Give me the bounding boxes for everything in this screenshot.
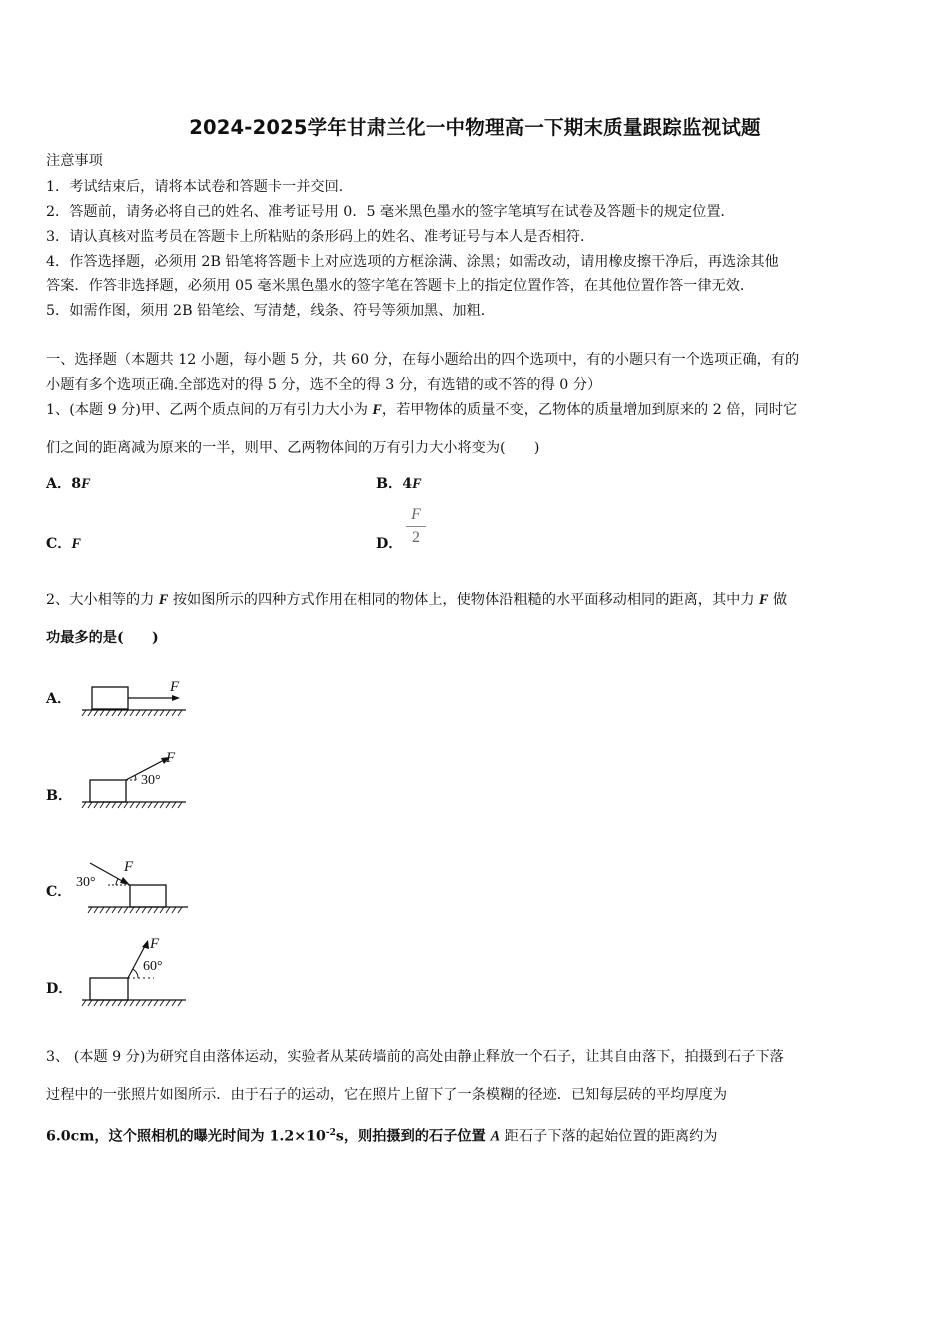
- force-label-b: F: [166, 750, 176, 766]
- q1-option-a[interactable]: A．8F: [46, 476, 91, 492]
- q1-stem-line2: 们之间的距离减为原来的一半，则甲、乙两物体间的万有引力大小将变为( ): [46, 440, 540, 456]
- q1-option-b[interactable]: B．4F: [376, 476, 422, 492]
- force-label-d: F: [150, 936, 160, 952]
- notice-item: 2．答题前，请务必将自己的姓名、准考证号用 0．5 毫米黑色墨水的签字笔填写在试卷及答题卡的规定位置．: [46, 204, 735, 220]
- q3-stem-line2: 过程中的一张照片如图所示．由于石子的运动，它在照片上留下了一条模糊的径迹．已知每层砖的平均厚度为: [46, 1087, 728, 1103]
- section-instructions-cont: 小题有多个选项正确.全部选对的得 5 分，选不全的得 3 分，有选错的或不答的得 0 分）: [46, 377, 602, 393]
- notice-heading: 注意事项: [46, 153, 103, 169]
- q1-option-d-fraction: F 2: [405, 505, 427, 548]
- q2-option-d[interactable]: D．: [46, 981, 73, 997]
- notice-item: 5．如需作图，须用 2B 铅笔绘、写清楚，线条、符号等须加黑、加粗．: [46, 303, 495, 319]
- q2-stem-line2: 功最多的是( ): [46, 630, 159, 646]
- page-title: 2024-2025学年甘肃兰化一中物理高一下期末质量跟踪监视试题: [189, 116, 761, 139]
- q2-figure-c: [76, 855, 191, 917]
- section-instructions: 一、选择题（本题共 12 小题，每小题 5 分，共 60 分，在每小题给出的四个选项中，有的小题只有一个选项正确，有的: [46, 352, 800, 368]
- q1-option-c[interactable]: C．F: [46, 536, 81, 552]
- force-label-c: F: [124, 859, 134, 875]
- q2-option-a[interactable]: A．: [46, 691, 72, 707]
- q2-stem-line1: 2、大小相等的力 F 按如图所示的四种方式作用在相同的物体上，使物体沿粗糙的水平面移动相同的距离，其中力 F 做: [46, 592, 788, 608]
- force-label-a: F: [170, 679, 180, 695]
- q1-stem-line1: 1、(本题 9 分)甲、乙两个质点间的万有引力大小为 F，若甲物体的质量不变，乙物体的质量增加到原来的 2 倍，同时它: [46, 402, 798, 418]
- q2-option-b[interactable]: B．: [46, 788, 73, 804]
- q2-figure-b: [80, 747, 190, 812]
- q2-figure-a: [80, 675, 190, 720]
- q3-stem-line1: 3、 (本题 9 分)为研究自由落体运动，实验者从某砖墙前的高处由静止释放一个石子，让其自由落下，拍摄到石子下落: [46, 1049, 784, 1065]
- q2-option-c[interactable]: C．: [46, 884, 72, 900]
- q2-figure-d: [80, 932, 190, 1008]
- angle-label-d: 60°: [143, 959, 163, 974]
- q3-stem-line3: 6.0cm，这个照相机的曝光时间为 $1.2\times 10^{-2}s$，则拍摄到的石子位置 A 距石子下落的起始位置的距离约为: [46, 1128, 718, 1145]
- notice-item: 4．作答选择题，必须用 2B 铅笔将答题卡上对应选项的方框涂满、涂黑；如需改动，请用橡皮擦干净后，再选涂其他: [46, 254, 779, 270]
- notice-item: 1．考试结束后，请将本试卷和答题卡一并交回．: [46, 179, 353, 195]
- angle-label-c: 30°: [76, 875, 96, 890]
- notice-item: 答案．作答非选择题，必须用 05 毫米黑色墨水的签字笔在答题卡上的指定位置作答，在其他位置作答一律无效．: [46, 278, 755, 294]
- angle-label-b: 30°: [141, 773, 161, 788]
- notice-item: 3．请认真核对监考员在答题卡上所粘贴的条形码上的姓名、准考证号与本人是否相符．: [46, 229, 595, 245]
- q1-option-d[interactable]: D．: [376, 536, 403, 552]
